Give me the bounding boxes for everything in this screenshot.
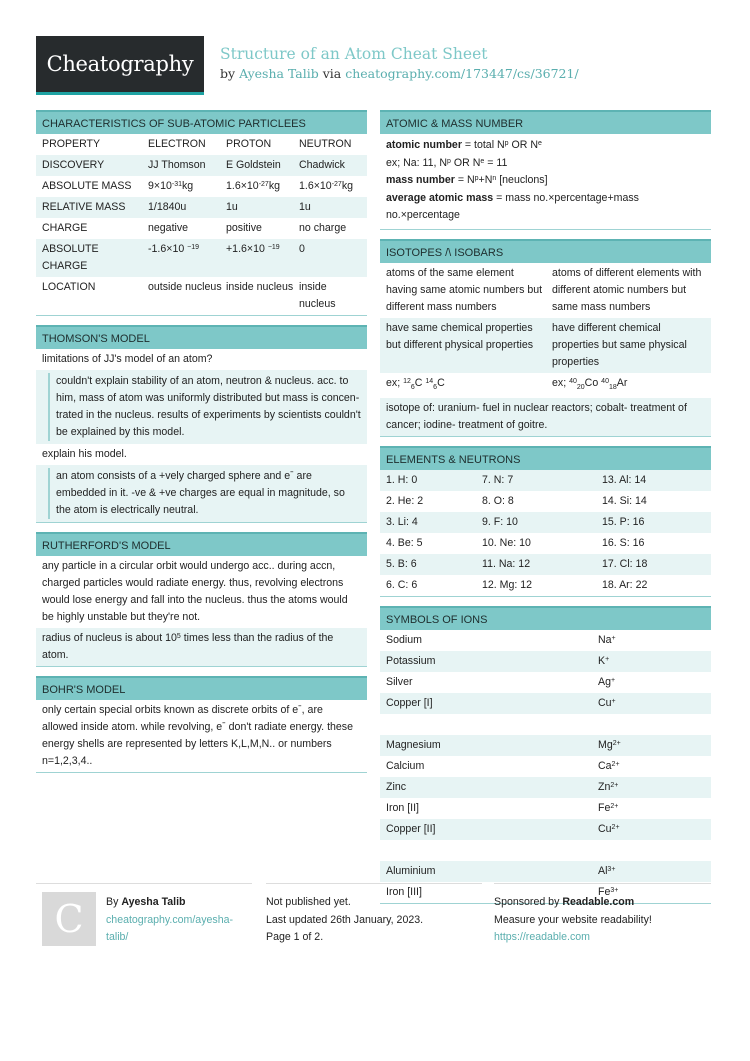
table-row <box>380 491 711 512</box>
cheatography-logo[interactable]: Cheatography <box>36 36 204 92</box>
section-heading: ISOTOPES /\ ISOBARS <box>380 239 711 263</box>
ion-name: Copper [I] <box>386 696 433 709</box>
isotope-cell: have same chemical properties but different physical properties <box>386 321 534 351</box>
property-cell: ABSOLUTE CHARGE <box>42 243 99 272</box>
ion-name: Iron [III] <box>386 885 422 898</box>
footer-sponsor: Sponsored by Readable.com Measure your website readability! https://readable.com <box>494 883 711 947</box>
ion-symbol: $Zn^{2+}$ <box>598 780 619 793</box>
proton-cell: positive <box>226 222 262 234</box>
table-row <box>380 840 711 861</box>
table-row <box>380 554 711 575</box>
answer-block <box>36 465 367 522</box>
element-cell: 11. Na: 12 <box>482 557 531 570</box>
table-row <box>380 861 711 882</box>
ion-symbol: $Mg^{2+}$ <box>598 738 621 751</box>
property-cell: DISCOVERY <box>42 159 105 171</box>
element-cell: 15. P: 16 <box>602 515 645 528</box>
section-heading: THOMSON'S MODEL <box>36 325 367 349</box>
ion-symbol: Cu+ <box>598 696 616 709</box>
table-row <box>380 651 711 672</box>
property-cell: ABSOLUTE MASS <box>42 180 132 192</box>
element-cell: 17. Cl: 18 <box>602 557 648 570</box>
answer-text: couldn't explain stability of an atom, neutron & nucleus. acc. to him, mass of atom was uniformly distributed but mass is concentrated in the nucleus. results of experiments by scientists couldn't be explained by this model. <box>48 373 361 441</box>
ion-name: Calcium <box>386 759 425 772</box>
page-title: Structure of an Atom Cheat Sheet <box>220 45 488 63</box>
table-row <box>380 263 711 318</box>
answer-block <box>36 370 367 444</box>
column-header: PROPERTY <box>42 138 101 150</box>
section-heading: ATOMIC & MASS NUMBER <box>380 110 711 134</box>
table-row <box>380 630 711 651</box>
neutron-cell: no charge <box>299 222 347 234</box>
thomson-section <box>36 325 367 523</box>
section-heading: BOHR'S MODEL <box>36 676 367 700</box>
author-link[interactable]: Ayesha Talib <box>239 66 319 81</box>
source-link[interactable]: cheatography.com/173447/cs/36721/ <box>345 66 579 81</box>
proton-cell: 1u <box>226 201 238 213</box>
isotope-note: isotope of: uranium- fuel in nuclear reactors; cobalt- treatment of cancer; iodine- treatment of goitre. <box>380 398 711 436</box>
isobar-example: ex; $^{40}_{20}$Co $^{40}_{18}$Ar <box>552 376 628 391</box>
element-cell: 2. He: 2 <box>386 494 424 507</box>
neutron-cell: inside nucleus <box>299 281 336 310</box>
table-row <box>380 470 711 491</box>
paragraph: any particle in a circular orbit would undergo acc.. during accn, charged particles would radiate energy. thus, revolving electrons would lose energy and fall into the nucleus. thus the atoms would be highly unstable but they're not. <box>42 560 348 623</box>
element-cell: 9. F: 10 <box>482 515 518 528</box>
element-cell: 8. O: 8 <box>482 494 514 507</box>
table-row <box>380 672 711 693</box>
neutron-cell: 0 <box>299 243 305 255</box>
table-row <box>380 756 711 777</box>
ion-symbol: $Fe^{2+}$ <box>598 801 619 814</box>
table-row <box>380 735 711 756</box>
table-row <box>380 798 711 819</box>
table-row <box>36 218 367 239</box>
ion-name: Sodium <box>386 633 422 646</box>
proton-cell: $1.6\times 10^{-27}kg$ <box>226 180 281 192</box>
byline: by Ayesha Talib via cheatography.com/173447/cs/36721/ <box>220 66 579 81</box>
ions-section <box>380 606 711 904</box>
ion-name <box>386 716 598 733</box>
electron-cell: $9\times 10^{-31}kg$ <box>148 180 194 192</box>
ion-symbol: $Fe^{3+}$ <box>598 885 619 898</box>
characteristics-rows <box>36 155 367 315</box>
answer-text: an atom consists of a +vely charged sphere and eˉ are embedded in it. -ve & +ve charges are equal in magnitude, so the atom is electrically neutral. <box>48 468 361 519</box>
ion-name <box>386 842 598 859</box>
section-heading: ELEMENTS & NEUTRONS <box>380 446 711 470</box>
footer-status: Not published yet. Last updated 26th January, 2023. Page 1 of 2. <box>266 883 482 947</box>
question: explain his model. <box>42 448 127 460</box>
ion-symbol <box>598 842 698 859</box>
sponsor-link[interactable]: https://readable.com <box>494 931 590 943</box>
isotope-cell: atoms of the same element having same atomic numbers but different mass numbers <box>386 266 543 313</box>
ion-name: Potassium <box>386 654 436 667</box>
neutron-cell: Chadwick <box>299 159 345 171</box>
element-cell: 1. H: 0 <box>386 473 418 486</box>
rutherford-section <box>36 532 367 667</box>
right-column <box>380 110 711 913</box>
paragraph: radius of nucleus is about $10^5$ times less than the radius of the atom. <box>36 628 367 666</box>
table-row <box>380 533 711 554</box>
column-header: NEUTRON <box>299 138 352 150</box>
author-profile-link[interactable]: cheatography.com/ayesha-talib/ <box>106 913 234 943</box>
table-row <box>36 197 367 218</box>
ion-symbol: $Cu^{2+}$ <box>598 822 620 835</box>
electron-cell: -1.6×10 $^{-19}$ <box>148 243 200 255</box>
atomic-mass-section <box>380 110 711 230</box>
isobar-cell: have different chemical properties but same physical properties <box>552 321 687 368</box>
property-cell: LOCATION <box>42 281 96 293</box>
atomic-mass-content <box>380 134 711 229</box>
electron-cell: JJ Thomson <box>148 159 206 171</box>
bohr-section <box>36 676 367 773</box>
electron-cell: outside nucleus <box>148 281 222 293</box>
electron-cell: negative <box>148 222 189 234</box>
ion-symbol: Na+ <box>598 633 616 646</box>
question: limitations of JJ's model of an atom? <box>42 353 213 365</box>
ion-name: Zinc <box>386 780 407 793</box>
example-line: ex; Na: 11, $N^p$ OR $N^e = 11$ <box>386 156 508 169</box>
element-cell: 10. Ne: 10 <box>482 536 531 549</box>
table-row <box>380 819 711 840</box>
isotope-example: ex; $^{12}_6$C $^{14}_6$C <box>386 376 445 391</box>
left-column <box>36 110 367 782</box>
table-row <box>380 318 711 373</box>
isobar-cell: atoms of different elements with different atomic numbers but same mass numbers <box>552 266 702 313</box>
ion-name: Copper [II] <box>386 822 436 835</box>
ion-name: Aluminium <box>386 864 436 877</box>
element-cell: 3. Li: 4 <box>386 515 418 528</box>
electron-cell: 1/1840u <box>148 201 187 213</box>
element-cell: 12. Mg: 12 <box>482 578 533 591</box>
table-row <box>380 693 711 714</box>
elements-section <box>380 446 711 597</box>
element-cell: 18. Ar: 22 <box>602 578 648 591</box>
proton-cell: E Goldstein <box>226 159 281 171</box>
ion-name: Silver <box>386 675 413 688</box>
ion-name: Magnesium <box>386 738 441 751</box>
element-cell: 16. S: 16 <box>602 536 645 549</box>
footer <box>36 883 711 953</box>
neutron-cell: $1.6\times 10^{-27}kg$ <box>299 180 354 192</box>
avatar: C <box>42 892 96 946</box>
section-heading: CHARACTERISTICS OF SUB-ATOMIC PARTICLEES <box>36 110 367 134</box>
ion-symbol: $Al^{3+}$ <box>598 864 616 877</box>
ion-symbol: K+ <box>598 654 610 667</box>
element-cell: 7. N: 7 <box>482 473 514 486</box>
sponsor-name[interactable]: Readable.com <box>562 896 635 908</box>
table-row <box>380 373 711 398</box>
property-cell: CHARGE <box>42 222 88 234</box>
ions-rows <box>380 630 711 903</box>
table-row <box>36 155 367 176</box>
elements-rows <box>380 470 711 596</box>
ion-symbol: Ag+ <box>598 675 616 688</box>
mass-number-line: mass number = $N^p+N^n$ [neuclons] <box>386 174 548 186</box>
isotopes-section <box>380 239 711 437</box>
column-header: ELECTRON <box>148 138 206 150</box>
footer-author: C By Ayesha Talib cheatography.com/ayesha-talib/ <box>36 883 252 947</box>
table-row <box>380 512 711 533</box>
table-header-row <box>36 134 367 155</box>
table-row <box>36 176 367 197</box>
column-header: PROTON <box>226 138 272 150</box>
element-cell: 5. B: 6 <box>386 557 417 570</box>
table-row <box>36 239 367 277</box>
element-cell: 14. Si: 14 <box>602 494 647 507</box>
table-row <box>380 575 711 596</box>
proton-cell: inside nucleus <box>226 281 294 293</box>
proton-cell: +1.6×10 $^{-19}$ <box>226 243 280 255</box>
neutron-cell: 1u <box>299 201 311 213</box>
section-heading: RUTHERFORD'S MODEL <box>36 532 367 556</box>
property-cell: RELATIVE MASS <box>42 201 126 213</box>
logo-underline <box>36 92 204 95</box>
element-cell: 6. C: 6 <box>386 578 418 591</box>
ion-name: Iron [II] <box>386 801 419 814</box>
element-cell: 13. Al: 14 <box>602 473 647 486</box>
table-row <box>380 777 711 798</box>
ion-symbol: $Ca^{2+}$ <box>598 759 620 772</box>
table-row <box>36 277 367 315</box>
atomic-number-line: atomic number = total $N^p$ OR $N^e$ <box>386 139 542 151</box>
characteristics-section <box>36 110 367 316</box>
element-cell: 4. Be: 5 <box>386 536 423 549</box>
table-row <box>380 714 711 735</box>
paragraph: only certain special orbits known as discrete orbits of eˉ, are allowed inside atom. while revolving, eˉ don't radiate energy. these energy shells are represented by letters K,L,M,N.. or numbers n=1,2,3,4.. <box>42 704 353 767</box>
section-heading: SYMBOLS OF IONS <box>380 606 711 630</box>
average-mass-line: average atomic mass = mass no.×percentage+mass no.×percentage <box>386 191 639 221</box>
ion-symbol <box>598 716 698 733</box>
